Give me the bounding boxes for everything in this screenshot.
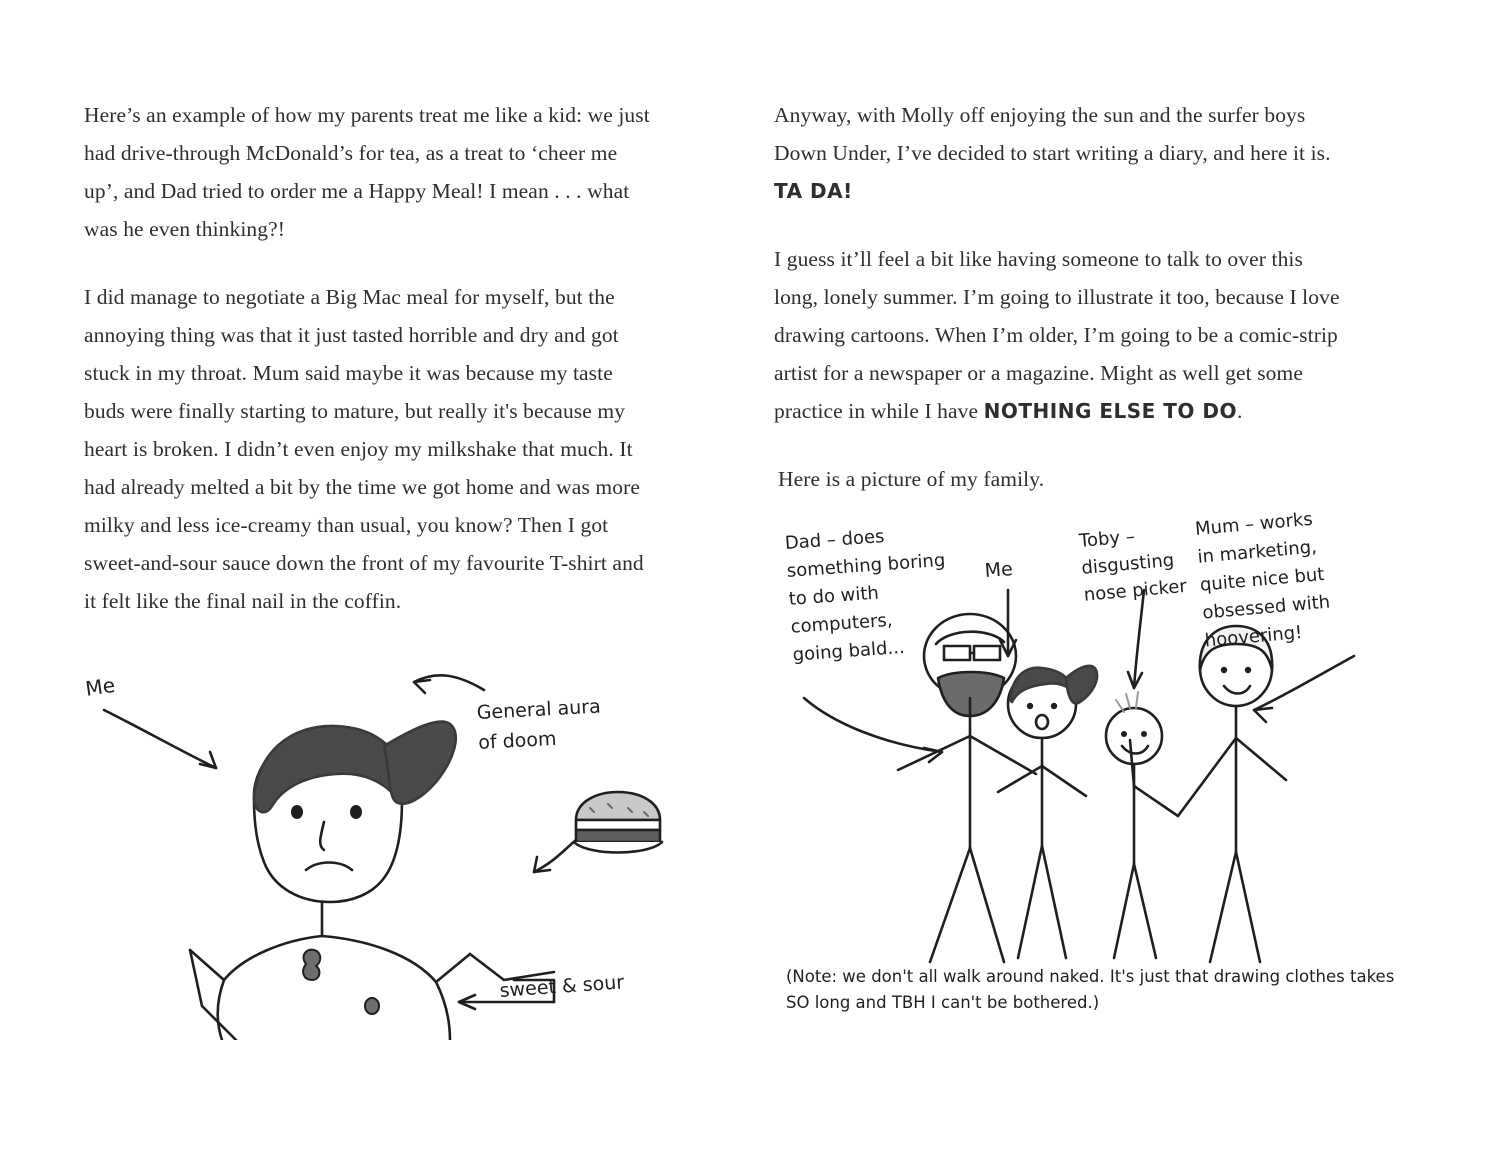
label-toby: Toby – disgusting nose picker xyxy=(1078,526,1188,606)
illustration-family xyxy=(774,508,1395,1012)
arm-left xyxy=(190,950,236,1040)
label-sweet-and-sour: sweet & sour xyxy=(499,971,625,1002)
sauce-stain-small xyxy=(365,998,379,1014)
figure-mum xyxy=(1178,626,1286,962)
dad-leg-right xyxy=(970,848,1004,962)
mum-leg-right xyxy=(1236,852,1260,962)
burger xyxy=(574,792,662,853)
label-me: Me xyxy=(83,672,117,701)
paragraph-right-1 xyxy=(774,96,1344,210)
label-general-aura-of-doom: General aura of doom xyxy=(476,695,602,754)
shoulder-left xyxy=(190,936,322,980)
toby-leg-right xyxy=(1134,864,1156,958)
figure-dad xyxy=(898,614,1036,962)
me-leg-left xyxy=(1018,846,1042,958)
toby-head xyxy=(1106,708,1162,764)
shoulder-right xyxy=(322,936,470,982)
me-hair xyxy=(1010,668,1074,702)
arrow-me xyxy=(104,710,216,768)
left-page-column xyxy=(84,96,654,1111)
hair-fringe xyxy=(254,726,406,812)
paragraph-right-2-end: . xyxy=(1236,399,1243,423)
me-mouth xyxy=(1036,715,1048,729)
hair-ponytail xyxy=(384,721,456,803)
mum-leg-left xyxy=(1210,852,1236,962)
paragraph-left-1: Here’s an example of how my parents treat me like a kid: we just had drive-through McDonald’s for tea, as a treat to ‘cheer me up’, and Dad tried to order me a Happy Meal! I mean . . . what was he even thinking?! xyxy=(84,103,650,241)
me-leg-right xyxy=(1042,846,1066,958)
toby-leg-left xyxy=(1114,864,1134,958)
illustration-caption-note: (Note: we don't all walk around naked. It's just that drawing clothes takes SO long and TBH I can't be bothered.) xyxy=(786,967,1395,1012)
me-arm-right xyxy=(1042,766,1086,796)
me-arm-left xyxy=(998,766,1042,792)
mum-arm-right xyxy=(1236,738,1286,780)
dad-arm-left xyxy=(898,736,970,770)
side-left xyxy=(218,980,224,1040)
shout-nothing-else-to-do: NOTHING ELSE TO DO xyxy=(983,399,1237,423)
shout-ta-da: TA DA! xyxy=(774,179,853,203)
label-dad: Dad – does something boring to do with computers, going bald... xyxy=(784,526,946,666)
paragraph-right-1-text: Anyway, with Molly off enjoying the sun and the surfer boys Down Under, I’ve decided to start writing a diary, and here it is. xyxy=(774,103,1331,165)
sauce-stain-large xyxy=(303,950,320,980)
nose xyxy=(320,822,324,850)
mouth-frown xyxy=(306,863,352,871)
arrow-burger xyxy=(534,840,576,872)
arrow-aura xyxy=(414,675,484,690)
figure-me xyxy=(998,666,1097,958)
side-right xyxy=(436,982,450,1040)
paragraph-right-2-text: I guess it’ll feel a bit like having someone to talk to over this long, lonely summer. I’m going to illustrate it too, because I love drawing cartoons. When I’m older, I’m going to be a comic-strip artist for a newspaper or a magazine. Might as well get some practice in while I have xyxy=(774,247,1340,423)
mum-smile xyxy=(1224,686,1250,694)
toby-arm-right xyxy=(1134,786,1178,816)
eye-left xyxy=(291,805,303,819)
toby-mouth xyxy=(1122,746,1148,754)
paragraph-right-3: Here is a picture of my family. xyxy=(778,467,1045,491)
me-ponytail xyxy=(1066,666,1097,704)
mum-arm-left xyxy=(1178,738,1236,816)
label-mum: Mum – works in marketing, quite nice but obsessed with hoovering! xyxy=(1194,508,1331,652)
dad-arm-right xyxy=(970,736,1036,774)
eye-right xyxy=(350,805,362,819)
dad-glasses-right xyxy=(974,646,1000,660)
arrow-dad xyxy=(804,698,942,752)
right-page-column xyxy=(774,96,1395,1111)
label-me-family: Me xyxy=(984,558,1014,582)
illustration-me-with-burger xyxy=(84,650,654,1040)
paragraph-left-2: I did manage to negotiate a Big Mac meal for myself, but the annoying thing was that it just tasted horrible and dry and got stuck in my throat. Mum said maybe it was because my taste buds were finally starting to mature, but really it's because my heart is broken. I didn’t even enjoy my milkshake that much. It had already melted a bit by the time we got home and was more milky and less ice-creamy than usual, you know? Then I got sweet-and-sour sauce down the front of my favourite T-shirt and it felt like the final nail in the coffin. xyxy=(84,285,644,613)
dad-leg-left xyxy=(930,848,970,962)
paragraph-right-2 xyxy=(774,240,1344,430)
figure-toby xyxy=(1106,692,1178,958)
